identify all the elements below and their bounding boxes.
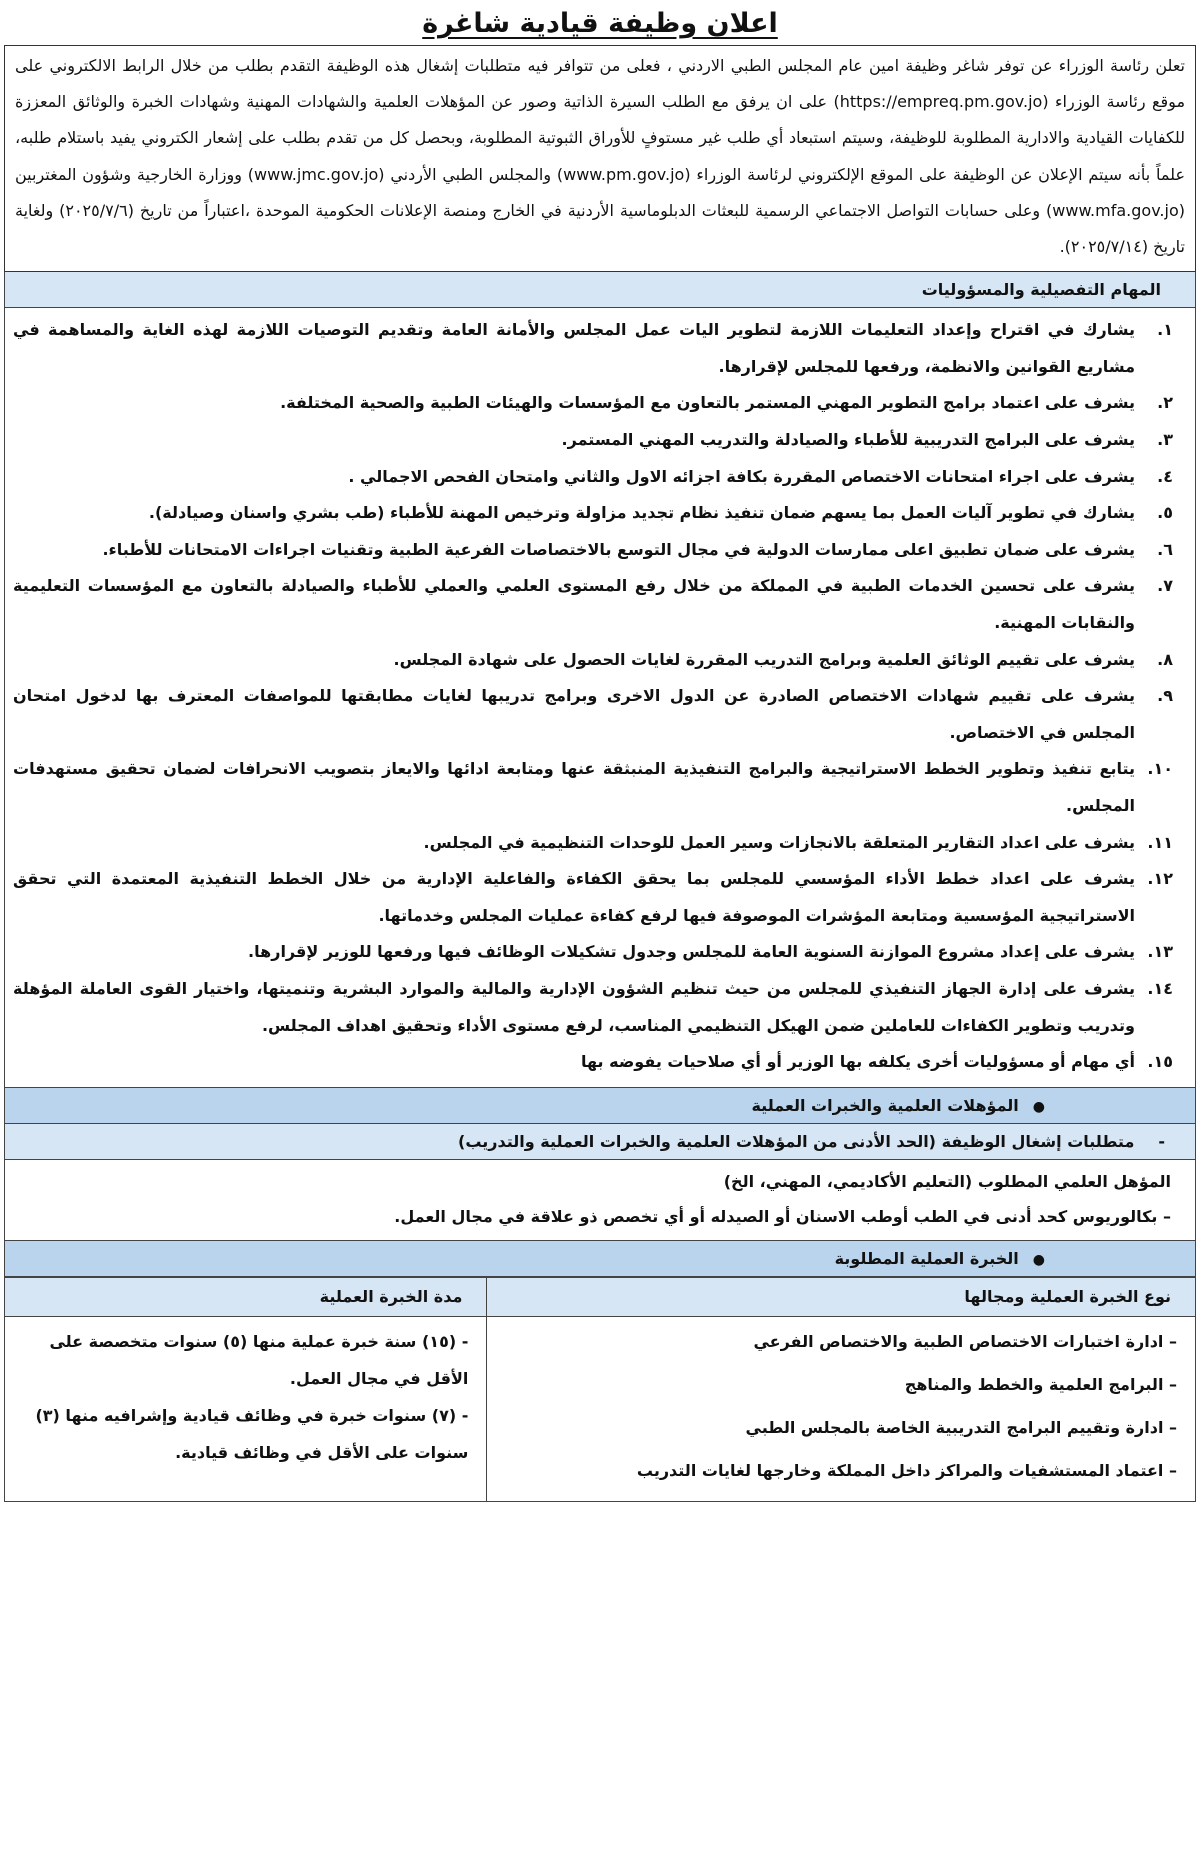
duty-text: يشرف على إدارة الجهاز التنفيذي للمجلس من حيث تنظيم الشؤون الإدارية والمالية والموارد البشرية وتنميتها، واختيار القوى العاملة المؤهلة وتدريب وتطوير الكفاءات للعاملين ضمن الهيكل التنظيمي المناسب، لرفع مستوى الأداء وتحقيق اهداف المجلس. [13,978,1135,1035]
duty-text: يتابع تنفيذ وتطوير الخطط الاستراتيجية والبرامج التنفيذية المنبثقة عنها ومتابعة ادائها والايعاز بتصويب الانحرافات لضمان تحقيق مستهدفات المجلس. [13,759,1135,815]
duty-text: يشرف على اعتماد برامج التطوير المهني المستمر بالتعاون مع المؤسسات والهيئات الطبية والصحية المختلفة. [280,393,1135,413]
experience-duration-text: (٧) سنوات خبرة في وظائف قيادية وإشرافيه منها (٣) سنوات على الأقل في وظائف قيادية. [35,1405,469,1462]
duty-number: ٦. [1157,539,1173,559]
intro-paragraph: تعلن رئاسة الوزراء عن توفر شاغر وظيفة امين عام المجلس الطبي الاردني ، فعلى من تتوافر فيه متطلبات إشغال هذه الوظيفة التقدم بطلب من خلال الرابط الالكتروني على موقع رئاسة الوزراء (https://empreq.pm.gov.jo) على ان يرفق مع الطلب السيرة الذاتية وصور عن المؤهلات العلمية والشهادات المهنية وشهادات الخبرة والوثائق المعززة للكفايات القيادية والادارية المطلوبة للوظيفة، وسيتم استبعاد أي طلب غير مستوفٍ للأوراق الثبوتية المطلوبة، وبحصل كل من تقدم بطلب على إشعار الكتروني يفيد باستلام طلبه، علماً بأنه سيتم الإعلان عن الوظيفة على الموقع الإلكتروني لرئاسة الوزراء (www.pm.gov.jo) والمجلس الطبي الأردني (www.jmc.gov.jo) ووزارة الخارجية وشؤون المغتربين (www.mfa.gov.jo) وعلى حسابات التواصل الاجتماعي الرسمية للبعثات الدبلوماسية الأردنية في الخارج ومنصة الإعلانات الحكومية الموحدة ،اعتباراً من تاريخ (٢٠٢٥/٧/٦) ولغاية تاريخ (٢٠٢٥/٧/١٤). [15,56,1186,257]
duty-text: أي مهام أو مسؤوليات أخرى يكلفه بها الوزير أو أي صلاحيات يفوضه بها [580,1052,1135,1072]
degree-value-line: – بكالوريوس كحد أدنى في الطب أوطب الاسنان أو الصيدله أو أي تخصص ذو علاقة في مجال العمل. [394,1206,1171,1226]
list-item: - (٧) سنوات خبرة في وظائف قيادية وإشرافيه منها (٣) سنوات على الأقل في وظائف قيادية. [35,1405,469,1462]
qualifications-heading [4,1088,1196,1124]
duty-item [13,678,1173,751]
duty-item [13,532,1173,569]
duty-text: يشرف على البرامج التدريبية للأطباء والصيادلة والتدريب المهني المستمر. [561,430,1135,449]
duty-number: ٥. [1157,503,1173,523]
duty-number: ٩. [1157,686,1173,706]
duty-text: يشرف على تقييم شهادات الاختصاص الصادرة عن الدول الاخرى وبرامج تدريبها لغايات مطابقتها للمواصفات المعترف بها لدخول امتحان المجلس في الاختصاص. [13,686,1135,742]
intro-box [4,45,1196,272]
bullet-icon: ● [1032,1251,1045,1268]
duty-text: يشرف على اعداد خطط الأداء المؤسسي للمجلس بما يحقق الكفاءة والفاعلية الإدارية من خلال الخطط التنفيذية المعتمدة التي تحقق الاستراتيجية المؤسسية ومتابعة المؤشرات الموصوفة فيها لرفع كفاءة عمليات المجلس وخدماتها. [13,869,1135,925]
duty-number: ٣. [1157,430,1173,449]
duty-number: ٨. [1157,649,1173,669]
duty-text: يشرف على ضمان تطبيق اعلى ممارسات الدولية في مجال التوسع بالاختصاصات الفرعية الطبية وتقنيات اجراءات الامتحانات للأطباء. [102,539,1135,559]
degree-box [4,1160,1196,1241]
list-item: – البرامج العلمية والخطط والمناهج [904,1374,1177,1394]
qualifications-heading-text: المؤهلات العلمية والخبرات العملية [751,1095,1019,1115]
experience-table-header [5,1277,1196,1316]
degree-value: بكالوريوس كحد أدنى في الطب أوطب الاسنان أو الصيدله أو أي تخصص ذو علاقة في مجال العمل. [394,1206,1158,1226]
list-item: – ادارة وتقييم البرامج التدريبية الخاصة بالمجلس الطبي [745,1417,1177,1437]
experience-type-text: اعتماد المستشفيات والمراكز داخل المملكة وخارجها لغايات التدريب [636,1460,1164,1480]
list-item: – ادارة اختبارات الاختصاص الطبية والاختصاص الفرعي [753,1331,1177,1351]
experience-table [4,1277,1196,1502]
experience-heading-text: الخبرة العملية المطلوبة [834,1248,1019,1268]
duty-item [13,861,1173,934]
duty-text: يشارك في اقتراح وإعداد التعليمات اللازمة لتطوير اليات عمل المجلس والأمانة العامة وتقديم التوصيات اللازمة لهذه الغاية والمساهمة في مشاريع القوانين والانظمة، ورفعها للمجلس لإقرارها. [13,320,1135,376]
duty-item [13,312,1173,385]
duty-item [13,825,1173,862]
bullet-icon: ● [1032,1098,1045,1115]
duty-text: يشرف على اعداد التقارير المتعلقة بالانجازات وسير العمل للوحدات التنظيمية في المجلس. [423,832,1135,852]
duty-number: ١٤. [1147,978,1173,998]
duty-text: يشرف على إعداد مشروع الموازنة السنوية العامة للمجلس وجدول تشكيلات الوظائف فيها ورفعها للوزير لإقرارها. [248,942,1135,962]
experience-type-text: ادارة وتقييم البرامج التدريبية الخاصة بالمجلس الطبي [745,1417,1164,1437]
duty-number: ١٢. [1147,869,1173,889]
duty-number: ٤. [1157,466,1173,486]
experience-duration-text: (١٥) سنة خبرة عملية منها (٥) سنوات متخصصة على الأقل في مجال العمل. [49,1331,469,1388]
col-header-experience-type: نوع الخبرة العملية ومجالها [487,1277,1196,1316]
col-header-experience-duration: مدة الخبرة العملية [5,1277,487,1316]
experience-types-cell [487,1316,1196,1501]
duty-number: ١٠. [1147,759,1173,779]
duty-number: ١. [1157,320,1173,340]
duty-item [13,971,1173,1044]
duty-text: يشرف على تحسين الخدمات الطبية في المملكة من خلال رفع المستوى العلمي والعملي للأطباء والصيادلة بالتعاون مع المؤسسات التعليمية والنقابات المهنية. [13,576,1135,632]
duty-item [13,459,1173,496]
duty-item [13,934,1173,971]
duty-number: ١١. [1147,832,1173,852]
duty-item [13,1044,1173,1081]
duty-number: ٢. [1157,393,1173,413]
duty-item [13,751,1173,824]
requirements-heading [4,1124,1196,1160]
duty-text: يشرف على اجراء امتحانات الاختصاص المقررة بكافة اجزائه الاول والثاني وامتحان الفحص الاجمالي . [348,466,1135,486]
experience-duration-cell [5,1316,487,1501]
duty-item [13,642,1173,679]
experience-type-text: ادارة اختبارات الاختصاص الطبية والاختصاص الفرعي [753,1331,1164,1351]
duty-item [13,422,1173,459]
experience-heading [4,1241,1196,1277]
table-row [5,1316,1196,1501]
announcement-title: اعلان وظيفة قيادية شاغرة [422,8,778,39]
list-item: - (١٥) سنة خبرة عملية منها (٥) سنوات متخصصة على الأقل في مجال العمل. [49,1331,469,1388]
degree-label: المؤهل العلمي المطلوب (التعليم الأكاديمي، المهني، الخ) [723,1171,1171,1191]
duty-item [13,568,1173,641]
duty-item [13,495,1173,532]
duty-number: ١٣. [1147,942,1173,962]
duty-text: يشرف على تقييم الوثائق العلمية وبرامج التدريب المقررة لغايات الحصول على شهادة المجلس. [393,649,1135,669]
dash-icon: - [1158,1131,1165,1151]
duty-number: ٧. [1157,576,1173,596]
duty-text: يشارك في تطوير آليات العمل بما يسهم ضمان تنفيذ نظام تجديد مزاولة وترخيص المهنة للأطباء (طب بشري واسنان وصيادلة). [148,503,1135,523]
list-item: – اعتماد المستشفيات والمراكز داخل المملكة وخارجها لغايات التدريب [636,1460,1177,1480]
duties-list [4,308,1196,1087]
requirements-heading-text: متطلبات إشغال الوظيفة (الحد الأدنى من المؤهلات العلمية والخبرات العملية والتدريب) [458,1131,1135,1151]
duty-item [13,385,1173,422]
duties-heading: المهام التفصيلية والمسؤوليات [4,272,1196,308]
experience-type-text: البرامج العلمية والخطط والمناهج [904,1374,1164,1394]
duty-number: ١٥. [1147,1052,1173,1072]
